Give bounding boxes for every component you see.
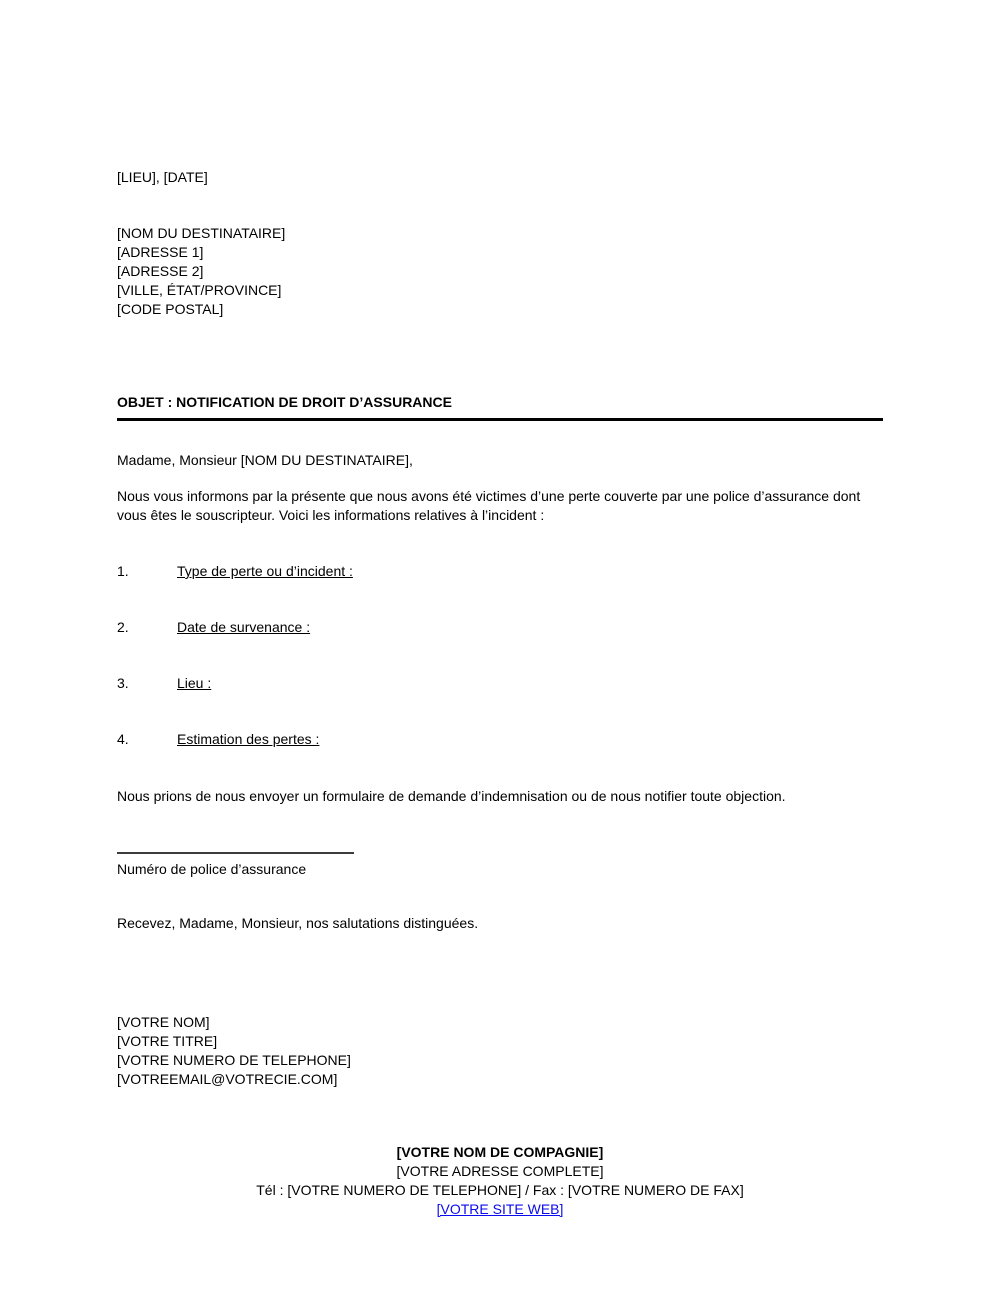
- list-number: 1.: [117, 563, 129, 579]
- list-number: 3.: [117, 675, 129, 691]
- policy-number-fill-line: [117, 852, 354, 860]
- recipient-address-1: [ADRESSE 1]: [117, 244, 204, 260]
- footer-website-link[interactable]: [VOTRE SITE WEB]: [436, 1201, 564, 1217]
- list-label: Date de survenance :: [177, 619, 311, 635]
- footer-tel-fax: Tél : [VOTRE NUMERO DE TELEPHONE] / Fax : [VOTRE NUMERO DE FAX]: [256, 1182, 744, 1198]
- list-item-loss-estimate: [117, 730, 883, 749]
- recipient-name: [NOM DU DESTINATAIRE]: [117, 225, 286, 241]
- subject-line: OBJET : NOTIFICATION DE DROIT D’ASSURANCE: [117, 393, 883, 421]
- footer-company-address: [VOTRE ADRESSE COMPLETE]: [396, 1163, 604, 1179]
- list-number: 2.: [117, 619, 129, 635]
- company-footer: [117, 1143, 883, 1219]
- policy-number-area: [117, 852, 883, 879]
- recipient-postal-code: [CODE POSTAL]: [117, 301, 224, 317]
- closing-line: Recevez, Madame, Monsieur, nos salutations distinguées.: [117, 915, 479, 931]
- recipient-address-2: [ADRESSE 2]: [117, 263, 204, 279]
- sender-block: [117, 1013, 883, 1089]
- salutation: Madame, Monsieur [NOM DU DESTINATAIRE],: [117, 452, 413, 468]
- list-number: 4.: [117, 731, 129, 747]
- sender-title: [VOTRE TITRE]: [117, 1033, 218, 1049]
- list-label: Type de perte ou d’incident :: [177, 563, 353, 579]
- list-label: Lieu :: [177, 675, 212, 691]
- footer-company-name: [VOTRE NOM DE COMPAGNIE]: [396, 1144, 604, 1160]
- list-label: Estimation des pertes :: [177, 731, 320, 747]
- recipient-block: [117, 224, 883, 319]
- sender-phone: [VOTRE NUMERO DE TELEPHONE]: [117, 1052, 351, 1068]
- request-paragraph: Nous prions de nous envoyer un formulaire de demande d’indemnisation ou de nous notifier toute objection.: [117, 788, 786, 804]
- sender-name: [VOTRE NOM]: [117, 1014, 210, 1030]
- list-item-location: [117, 674, 883, 693]
- footer-website-row: [117, 1200, 883, 1219]
- recipient-city-state: [VILLE, ÉTAT/PROVINCE]: [117, 282, 282, 298]
- list-item-occurrence-date: [117, 618, 883, 637]
- intro-paragraph: Nous vous informons par la présente que nous avons été victimes d’une perte couverte par une police d’assurance dont vous êtes le souscripteur. Voici les informations relatives à l’incident :: [117, 488, 861, 523]
- list-item-incident-type: [117, 562, 883, 581]
- sender-email: [VOTREEMAIL@VOTRECIE.COM]: [117, 1071, 338, 1087]
- policy-number-label: Numéro de police d’assurance: [117, 861, 307, 877]
- date-line: [LIEU], [DATE]: [117, 169, 208, 185]
